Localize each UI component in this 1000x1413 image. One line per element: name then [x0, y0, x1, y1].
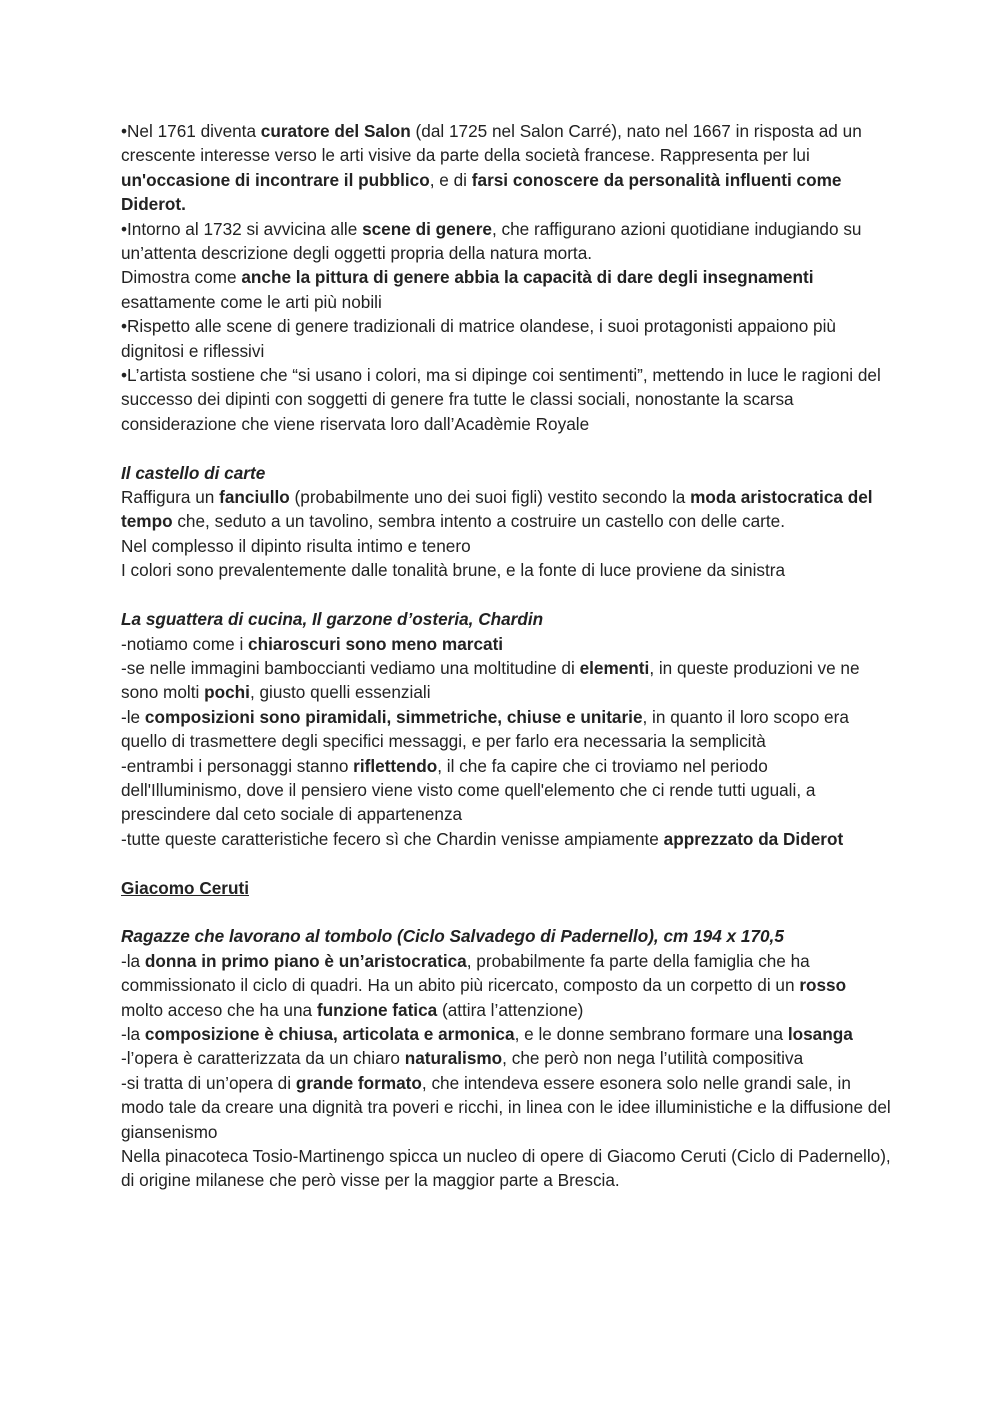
paragraph: -la donna in primo piano è un’aristocratica, probabilmente fa parte della famiglia che ha commissionato il ciclo di quadri. Ha un abito più ricercato, composto da un corpetto di un rosso molto acceso che ha una funzione fatica (attira l’attenzione) [121, 950, 847, 1020]
bold-text: losanga [787, 1023, 853, 1044]
paragraph: -l’opera è caratterizzata da un chiaro naturalismo, che però non nega l’utilità compositiva [121, 1048, 804, 1069]
bold-text: grande formato [295, 1072, 422, 1093]
bold-text: moda aristocratica del tempo [121, 487, 873, 532]
heading-sguattera: La sguattera di cucina, Il garzone d’osteria, Chardin [121, 609, 544, 630]
bold-text: donna in primo piano è un’aristocratica [144, 950, 467, 971]
paragraph: -se nelle immagini bamboccianti vediamo una moltitudine di elementi, in queste produzioni ve ne sono molti pochi, giusto quelli essenziali [121, 657, 860, 703]
bold-text: farsi conoscere da personalità influenti come Diderot. [121, 169, 842, 215]
paragraph: •Intorno al 1732 si avvicina alle scene di genere, che raffigurano azioni quotidiane indugiando su un’attenta descrizione degli oggetti propria della natura morta. [121, 218, 862, 264]
castello-block [121, 485, 891, 583]
paragraph: I colori sono prevalentemente dalle tonalità brune, e la fonte di luce proviene da sinistra [121, 560, 786, 581]
bold-text: curatore del Salon [260, 121, 411, 141]
paragraph: Nella pinacoteca Tosio-Martinengo spicca un nucleo di opere di Giacomo Ceruti (Ciclo di Padernello), di origine milanese che però visse per la maggior parte a Brescia. [121, 1146, 891, 1191]
paragraph: -entrambi i personaggi stanno riflettendo, il che fa capire che ci troviamo nel periodo dell'Illuminismo, dove il pensiero viene visto come quell'elemento che ci rende tutti uguali, a prescindere dal ceto sociale di appartenenza [121, 755, 816, 825]
spacer [121, 851, 891, 875]
bold-text: riflettendo [353, 755, 438, 776]
bold-text: pochi [204, 682, 250, 703]
ragazze-block [121, 949, 891, 1193]
bold-text: un'occasione di incontrare il pubblico [121, 169, 430, 190]
bold-text: elementi [579, 657, 650, 678]
sguattera-block [121, 632, 891, 852]
spacer [121, 900, 891, 924]
heading-castello-di-carte: Il castello di carte [121, 462, 266, 483]
bold-text: anche la pittura di genere abbia la capacità di dare degli insegnamenti [241, 267, 814, 288]
paragraph: -tutte queste caratteristiche fecero sì che Chardin venisse ampiamente apprezzato da Diderot [121, 828, 844, 849]
heading-giacomo-ceruti: Giacomo Ceruti [121, 877, 249, 898]
paragraph: Dimostra come anche la pittura di genere abbia la capacità di dare degli insegnamenti esattamente come le arti più nobili [121, 267, 814, 312]
bold-text: chiaroscuri sono meno marcati [248, 633, 504, 654]
paragraph: •Nel 1761 diventa curatore del Salon (dal 1725 nel Salon Carré), nato nel 1667 in risposta ad un crescente interesse verso le arti visive da parte della società francese. Rappresenta per lui un'occasione di incontrare il pubblico, e di farsi conoscere da personalità influenti come Diderot. [121, 121, 862, 215]
paragraph: Nel complesso il dipinto risulta intimo e tenero [121, 535, 471, 556]
bold-text: composizioni sono piramidali, simmetriche, chiuse e unitarie [144, 706, 643, 727]
bold-text: composizione è chiusa, articolata e armonica [144, 1023, 515, 1044]
paragraph: -le composizioni sono piramidali, simmetriche, chiuse e unitarie, in quanto il loro scopo era quello di trasmettere degli specifici messaggi, e per farlo era necessaria la semplicità [121, 706, 849, 752]
document-page [121, 119, 891, 1193]
heading-ragazze-tombolo: Ragazze che lavorano al tombolo (Ciclo Salvadego di Padernello), cm 194 x 170,5 [121, 926, 784, 947]
spacer [121, 583, 891, 607]
bold-text: scene di genere [362, 218, 492, 239]
paragraph: -notiamo come i chiaroscuri sono meno marcati [121, 633, 504, 654]
paragraph: -si tratta di un’opera di grande formato, che intendeva essere esonera solo nelle grandi sale, in modo tale da creare una dignità tra poveri e ricchi, in linea con le idee illuministiche e la diffusione del giansenismo [121, 1072, 891, 1142]
bold-text: apprezzato da Diderot [663, 828, 844, 849]
paragraph: -la composizione è chiusa, articolata e armonica, e le donne sembrano formare una losanga [121, 1023, 853, 1044]
bold-text: fanciullo [219, 487, 290, 508]
paragraph: Raffigura un fanciullo (probabilmente uno dei suoi figli) vestito secondo la moda aristocratica del tempo che, seduto a un tavolino, sembra intento a costruire un castello con delle carte. [121, 487, 873, 532]
paragraph: •L’artista sostiene che “si usano i colori, ma si dipinge coi sentimenti”, mettendo in luce le ragioni del successo dei dipinti con soggetti di genere fra tutte le classi sociali, nonostante la scarsa considerazione che viene riservata loro dall’Acadèmie Royale [121, 365, 881, 434]
bold-text: funzione fatica [316, 999, 438, 1020]
paragraph: •Rispetto alle scene di genere tradizionali di matrice olandese, i suoi protagonisti appaiono più dignitosi e riflessivi [121, 316, 836, 361]
spacer [121, 436, 891, 460]
chardin-intro-block [121, 119, 891, 436]
bold-text: naturalismo [404, 1048, 503, 1069]
bold-text: rosso [799, 975, 847, 996]
